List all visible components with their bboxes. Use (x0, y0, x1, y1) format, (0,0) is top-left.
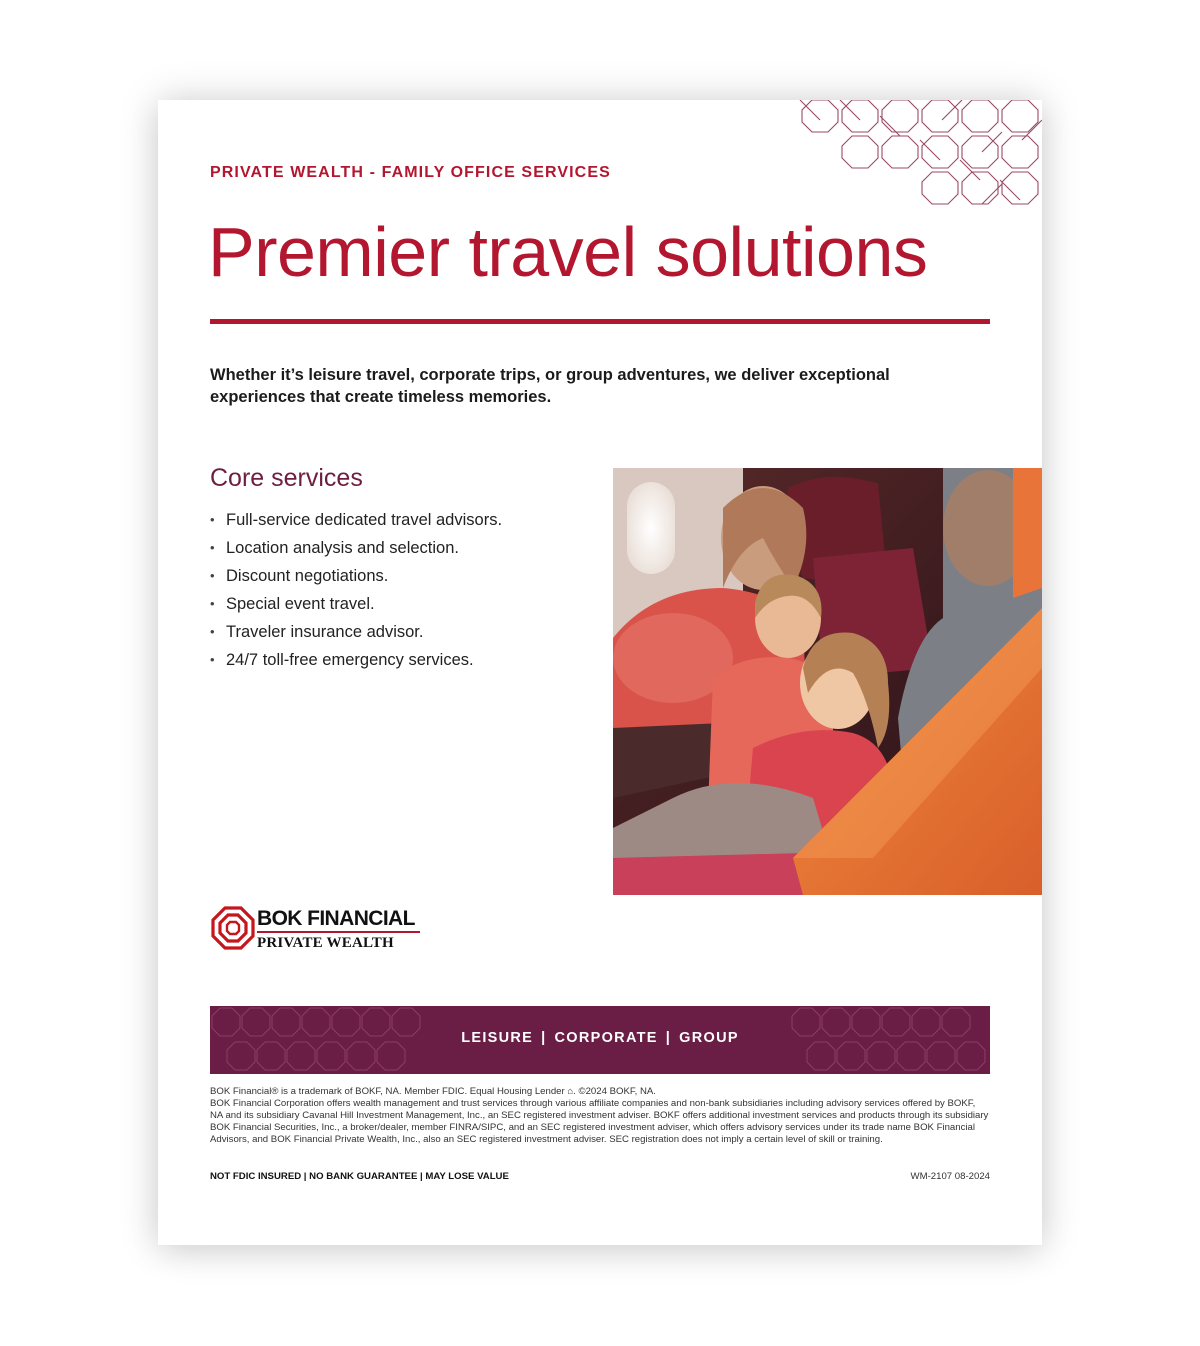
document-code: WM-2107 08-2024 (910, 1171, 990, 1182)
logo-divider (257, 931, 420, 933)
trademark-notice: BOK Financial® is a trademark of BOKF, NA. Member FDIC. Equal Housing Lender ⌂. ©2024 BOKF, NA. (210, 1086, 656, 1097)
bok-octagon-icon (210, 905, 256, 951)
core-services-heading: Core services (210, 464, 363, 492)
page-title: Premier travel solutions (208, 213, 928, 291)
logo-subtitle: PRIVATE WEALTH (257, 935, 394, 951)
brochure-page (158, 100, 1042, 1245)
list-item: • Location analysis and selection. (210, 534, 502, 562)
banner-item-group: GROUP (679, 1030, 739, 1046)
list-item: • 24/7 toll-free emergency services. (210, 646, 502, 674)
legal-fine-print (210, 1086, 990, 1146)
list-item: • Traveler insurance advisor. (210, 618, 502, 646)
logo-wordmark: BOK FINANCIAL (257, 907, 415, 930)
title-divider (210, 319, 990, 324)
section-eyebrow: PRIVATE WEALTH - FAMILY OFFICE SERVICES (210, 164, 611, 181)
investment-disclaimer: NOT FDIC INSURED | NO BANK GUARANTEE | MAY LOSE VALUE (210, 1171, 509, 1182)
banner-item-leisure: LEISURE (461, 1030, 534, 1046)
disclosure-text: BOK Financial Corporation offers wealth management and trust services through various affiliate companies and non-bank subsidiaries including advisory services offered by BOKF, NA and its subsidiary Cavanal Hill Investment Management, Inc., an SEC registered investment adviser. BOKF offers additional investment services and products through its subsidiary BOK Financial Securities, Inc., a broker/dealer, member FINRA/SIPC, and an SEC registered investment adviser, which offers advisory services under its trade name BOK Financial Advisors, and BOK Financial Private Wealth, Inc., also an SEC registered investment adviser. SEC registration does not imply a certain level of skill or training. (210, 1098, 989, 1145)
banner-separator: | (665, 1030, 672, 1046)
list-item: • Special event travel. (210, 590, 502, 618)
list-item: • Full-service dedicated travel advisors. (210, 506, 502, 534)
banner-item-corporate: CORPORATE (554, 1030, 658, 1046)
family-on-airplane-photo (613, 468, 1042, 895)
intro-paragraph: Whether it’s leisure travel, corporate trips, or group adventures, we deliver exceptional experiences that create timeless memories. (210, 366, 890, 406)
service-types-banner (210, 1006, 990, 1074)
bok-financial-logo (210, 902, 424, 954)
banner-separator: | (541, 1030, 547, 1046)
geometric-corner-pattern (792, 100, 1042, 215)
banner-labels (210, 1030, 990, 1046)
core-services-list (210, 506, 502, 674)
list-item: • Discount negotiations. (210, 562, 502, 590)
